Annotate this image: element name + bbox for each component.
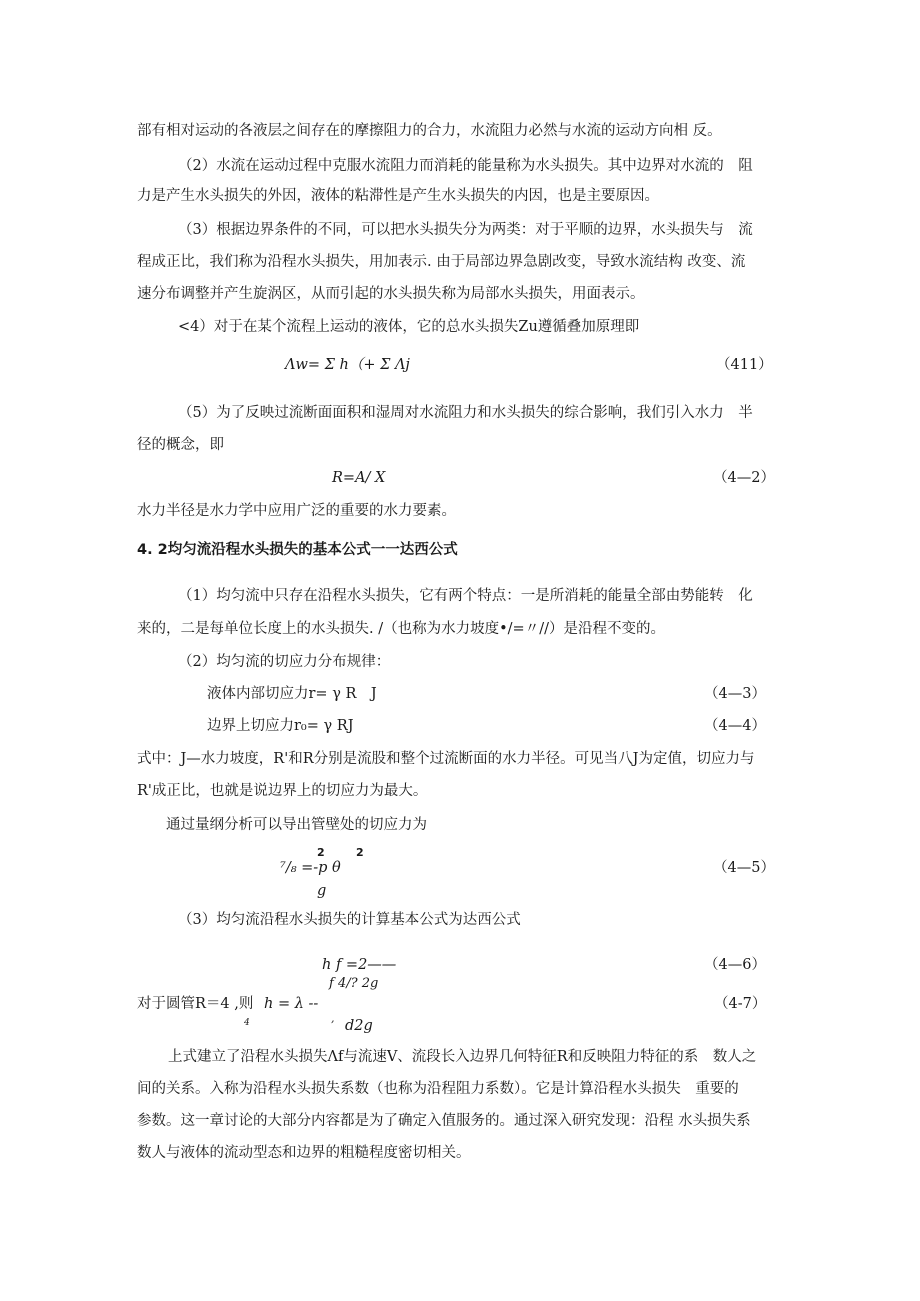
equation-number: （4—5） xyxy=(713,860,775,876)
text-line: 参数。这一章讨论的大部分内容都是为了确定入值服务的。通过深入研究发现：沿程 水头损失系 xyxy=(137,1113,751,1129)
equation-number: （4—2） xyxy=(713,470,775,486)
equation-denominator: f 4/? 2g xyxy=(329,976,379,991)
equation-4-7: h = λ -- xyxy=(264,996,319,1012)
text-line: （2）均匀流的切应力分布规律： xyxy=(178,654,391,670)
text-line: 速分布调整并产生旋涡区，从而引起的水头损失称为局部水头损失，用面表示。 xyxy=(137,286,645,302)
equation-4-1-1: Λw= Σ h（+ Σ Λj xyxy=(285,357,410,373)
equation-number: （411） xyxy=(716,357,773,373)
text-line: 数人与液体的流动型态和边界的粗糙程度密切相关。 xyxy=(137,1145,471,1161)
equation-subscript: , xyxy=(331,1012,335,1025)
text-line: （5）为了反映过流断面面积和湿周对水流阻力和水头损失的综合影响，我们引入水力 半 xyxy=(178,405,753,421)
text-line: 上式建立了沿程水头损失Λf与流速V、流段长入边界几何特征R和反映阻力特征的系 数人之 xyxy=(168,1049,757,1065)
equation-number: （4—3） xyxy=(704,686,766,702)
equation-inline: 边界上切应力r₀= γ RJ xyxy=(207,718,354,734)
text-line: （3）均匀流沿程水头损失的计算基本公式为达西公式 xyxy=(178,912,521,928)
text-line: （3）根据边界条件的不同，可以把水头损失分为两类：对于平顺的边界，水头损失与 流 xyxy=(178,222,753,238)
text-line: （2）水流在运动过程中克服水流阻力而消耗的能量称为水头损失。其中边界对水流的 阻 xyxy=(178,158,753,174)
text-line: 通过量纲分析可以导出管壁处的切应力为 xyxy=(166,817,427,833)
equation-number: （4—4） xyxy=(704,718,766,734)
equation-4-2: R=A/ X xyxy=(332,470,386,486)
text-line: 间的关系。入称为沿程水头损失系数（也称为沿程阻力系数）。它是计算沿程水头损失 重要的 xyxy=(137,1081,739,1097)
text-line: 部有相对运动的各液层之间存在的摩擦阻力的合力，水流阻力必然与水流的运动方向相 反。 xyxy=(137,123,722,139)
text-line: <4）对于在某个流程上运动的液体，它的总水头损失Zu遵循叠加原理即 xyxy=(178,319,640,335)
equation-superscript: 2 xyxy=(356,846,364,859)
equation-denominator: d2g xyxy=(345,1018,373,1034)
text-line: （1）均匀流中只存在沿程水头损失，它有两个特点：一是所消耗的能量全部由势能转 化 xyxy=(178,588,753,604)
equation-number: （4—6） xyxy=(704,957,766,973)
text-line: 对于圆管R＝4 ,则 xyxy=(137,996,254,1012)
equation-superscript: 2 xyxy=(317,846,325,859)
section-heading: 4. 2均匀流沿程水头损失的基本公式一一达西公式 xyxy=(137,542,458,558)
equation-4-6: h f =2—— xyxy=(322,957,397,973)
equation-subscript: 4 xyxy=(244,1018,250,1028)
text-line: 来的，二是每单位长度上的水头损失. /（也称为水力坡度•/=〃//）是沿程不变的。 xyxy=(137,621,665,637)
equation-denominator: g xyxy=(317,883,327,899)
text-line: 径的概念，即 xyxy=(137,437,224,453)
text-line: 式中：J—水力坡度，R'和R分别是流股和整个过流断面的水力半径。可见当八J为定值，切应力与 xyxy=(137,751,755,767)
equation-4-5: ⁷/₈ =-p θ xyxy=(280,860,341,876)
equation-inline: 液体内部切应力r= γ R J xyxy=(207,686,377,702)
equation-number: （4-7） xyxy=(714,996,767,1012)
text-line: 程成正比，我们称为沿程水头损失，用加表示. 由于局部边界急剧改变，导致水流结构 改变、流 xyxy=(137,254,746,270)
text-line: R'成正比，也就是说边界上的切应力为最大。 xyxy=(137,783,428,799)
text-line: 力是产生水头损失的外因，液体的粘滞性是产生水头损失的内因，也是主要原因。 xyxy=(137,188,659,204)
text-line: 水力半径是水力学中应用广泛的重要的水力要素。 xyxy=(137,503,456,519)
